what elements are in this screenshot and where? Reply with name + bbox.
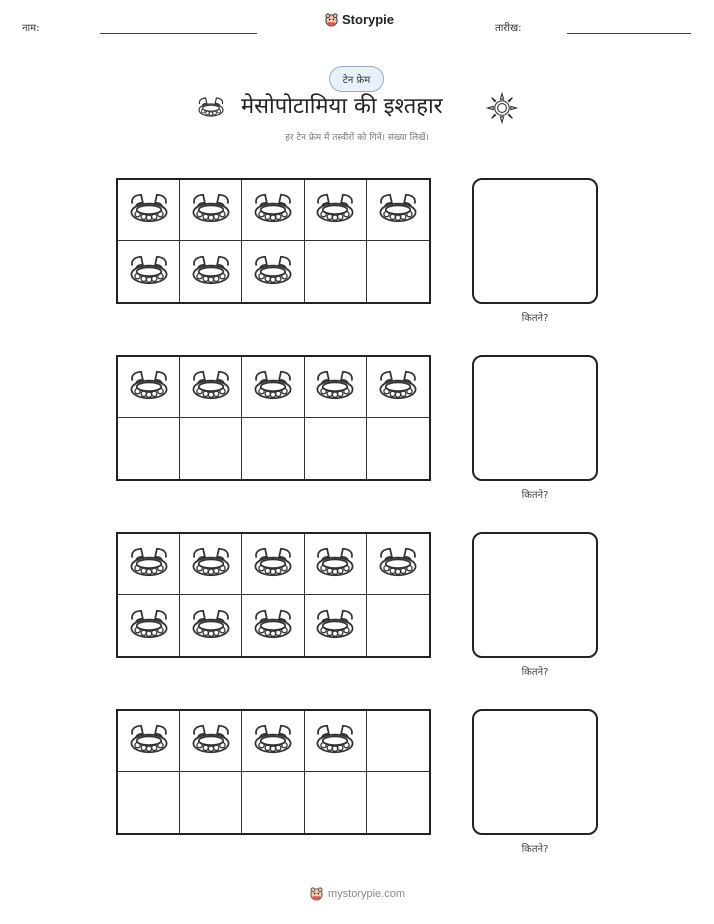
ring-icon <box>313 190 357 230</box>
count-prompt: कितने? <box>521 667 549 678</box>
ten-frame-cell-empty <box>367 418 429 479</box>
ten-frame-cell-filled <box>118 180 180 241</box>
ring-icon <box>376 367 420 407</box>
ten-frame-cell-filled <box>242 534 304 595</box>
ring-icon <box>313 367 357 407</box>
ring-icon <box>313 606 357 646</box>
ten-frame-cell-empty <box>118 772 180 833</box>
ring-icon <box>189 606 233 646</box>
ten-frame-cell-filled <box>180 180 242 241</box>
ten-frame-cell-filled <box>305 357 367 418</box>
page-title: मेसोपोटामिया की इश्तहार <box>241 94 443 119</box>
ring-icon <box>127 544 171 584</box>
ten-frame-cell-empty <box>305 418 367 479</box>
ring-icon <box>189 721 233 761</box>
ten-frame-cell-empty <box>367 772 429 833</box>
count-prompt: कितने? <box>521 844 549 855</box>
ten-frame-cell-filled <box>367 534 429 595</box>
ten-frame-cell-filled <box>242 241 304 302</box>
ring-icon <box>251 721 295 761</box>
answer-box[interactable] <box>472 178 598 304</box>
count-prompt: कितने? <box>521 313 549 324</box>
ring-icon <box>251 367 295 407</box>
ten-frame-cell-empty <box>118 418 180 479</box>
answer-box[interactable] <box>472 709 598 835</box>
ten-frame-cell-filled <box>242 595 304 656</box>
date-field[interactable] <box>567 33 691 34</box>
ten-frame-cell-empty <box>305 772 367 833</box>
ring-icon <box>127 721 171 761</box>
ten-frame-cell-empty <box>367 711 429 772</box>
ten-frame-cell-filled <box>118 711 180 772</box>
name-field[interactable] <box>100 33 257 34</box>
worksheet-type-badge: टेन फ्रेम <box>329 66 384 92</box>
ring-icon <box>127 367 171 407</box>
ten-frame-cell-empty <box>367 241 429 302</box>
ten-frame-cell-filled <box>305 180 367 241</box>
ring-icon <box>127 606 171 646</box>
ten-frame <box>116 355 431 481</box>
storypie-mascot-icon <box>309 886 324 901</box>
ring-icon <box>196 94 226 120</box>
brand-logo <box>324 12 394 27</box>
ten-frame-cell-filled <box>118 595 180 656</box>
ring-icon <box>189 544 233 584</box>
ten-frame-cell-filled <box>118 241 180 302</box>
ten-frame-cell-filled <box>305 595 367 656</box>
ring-icon <box>251 190 295 230</box>
ten-frame-cell-empty <box>242 772 304 833</box>
count-prompt: कितने? <box>521 490 549 501</box>
answer-box[interactable] <box>472 532 598 658</box>
date-label: तारीख: <box>495 23 522 34</box>
ring-icon <box>251 252 295 292</box>
ring-icon <box>251 544 295 584</box>
ring-icon <box>127 252 171 292</box>
ten-frame-cell-empty <box>180 772 242 833</box>
ten-frame-cell-empty <box>242 418 304 479</box>
ten-frame-cell-filled <box>242 357 304 418</box>
ten-frame <box>116 709 431 835</box>
footer-url: mystorypie.com <box>327 887 406 900</box>
ten-frame-cell-filled <box>242 711 304 772</box>
ring-icon <box>127 190 171 230</box>
ten-frame-cell-filled <box>118 357 180 418</box>
ten-frame-cell-empty <box>367 595 429 656</box>
ten-frame-cell-filled <box>242 180 304 241</box>
name-label: नाम: <box>22 23 40 34</box>
ring-icon <box>313 544 357 584</box>
ten-frame-cell-filled <box>180 241 242 302</box>
ten-frame-cell-filled <box>367 180 429 241</box>
storypie-mascot-icon <box>324 12 339 27</box>
brand-name: Storypie <box>342 12 395 27</box>
ring-icon <box>189 190 233 230</box>
ten-frame-cell-empty <box>305 241 367 302</box>
ten-frame <box>116 532 431 658</box>
ring-icon <box>251 606 295 646</box>
ten-frame-cell-filled <box>367 357 429 418</box>
ring-icon <box>376 190 420 230</box>
ten-frame-cell-filled <box>305 711 367 772</box>
ring-icon <box>313 721 357 761</box>
ten-frame-cell-filled <box>180 595 242 656</box>
answer-box[interactable] <box>472 355 598 481</box>
sun-icon <box>486 92 518 124</box>
ten-frame-cell-filled <box>180 357 242 418</box>
ten-frame-cell-filled <box>305 534 367 595</box>
ring-icon <box>189 252 233 292</box>
ten-frame-cell-filled <box>180 534 242 595</box>
ring-icon <box>189 367 233 407</box>
footer <box>0 886 714 901</box>
ten-frame-cell-filled <box>118 534 180 595</box>
instructions: हर टेन फ्रेम में तस्वीरों को गिनें। संख्या लिखें। <box>285 133 429 143</box>
ten-frame <box>116 178 431 304</box>
ten-frame-cell-filled <box>180 711 242 772</box>
ten-frame-cell-empty <box>180 418 242 479</box>
ring-icon <box>376 544 420 584</box>
